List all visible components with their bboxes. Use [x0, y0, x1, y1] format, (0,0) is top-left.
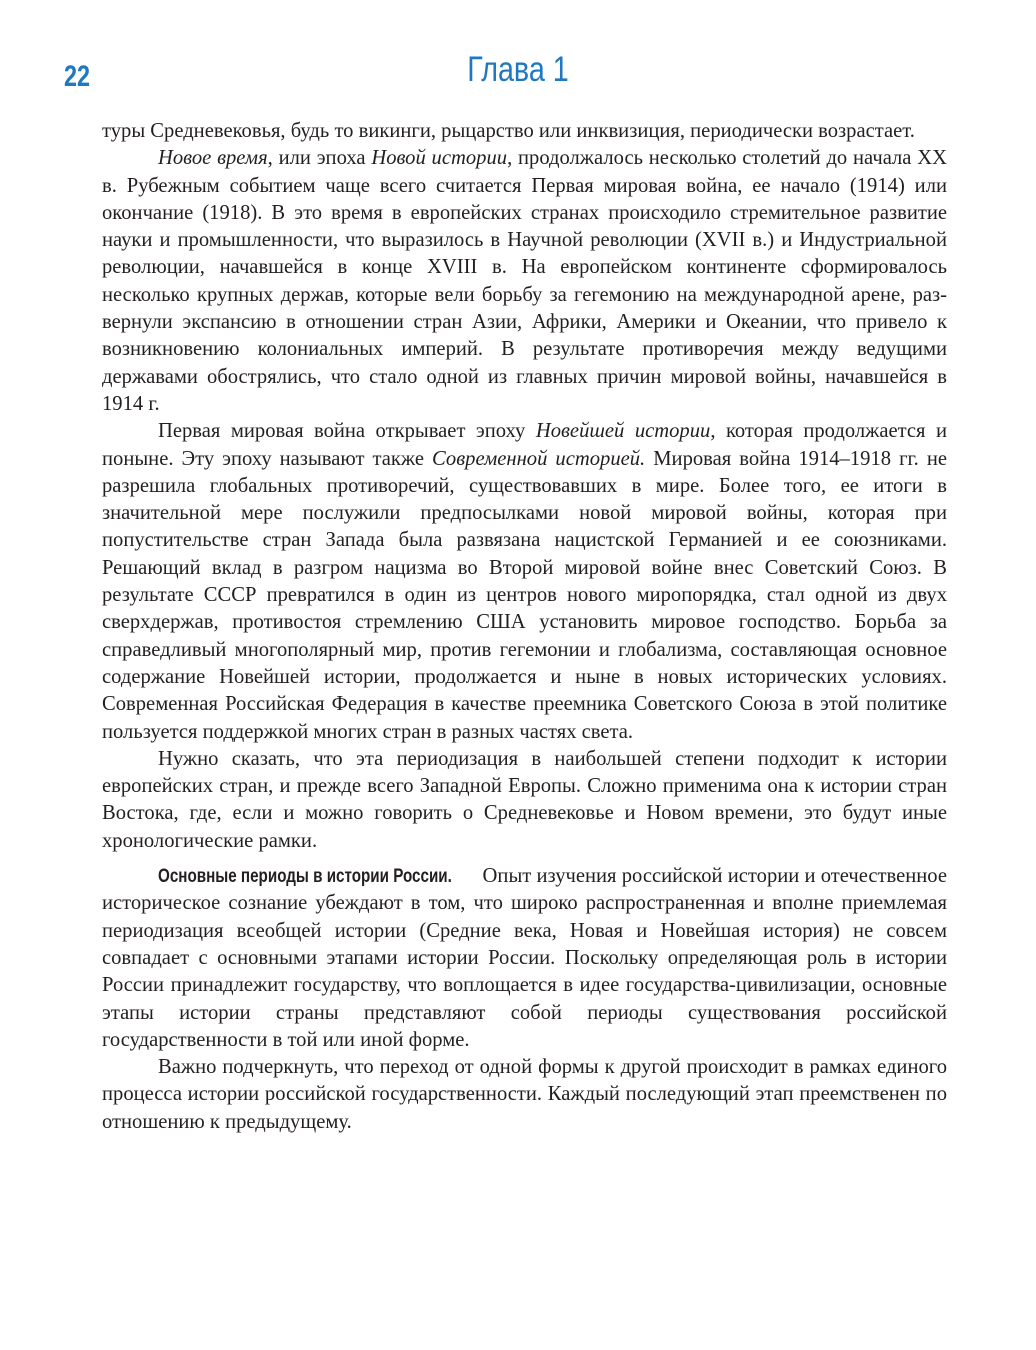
paragraph-text: , которая продолжается и поныне. Эту эпоху называют также — [102, 420, 947, 470]
term-contemporary-history: Современной историей. — [432, 447, 646, 470]
term-new-time: Новое время — [158, 147, 268, 170]
term-new-history: Новой истории — [371, 147, 508, 170]
paragraph-continuity: Важно подчеркнуть, что переход от одной формы к другой происходит в рамках единого процесса истории российской государственности. Каждый последующий этап преемственен по отношению к предыдущему. — [102, 1056, 947, 1133]
paragraph-text: , или эпоха — [267, 147, 372, 170]
page-number: 22 — [64, 60, 91, 93]
chapter-title: Глава 1 — [467, 50, 569, 89]
paragraph-text: Мировая война 1914–1918 гг. не разрешила глобальных противоречий, существовавших в мире. Более того, ее итоги в значительной мере послужили предпосылками новой мировой войны, которая при попустительстве стран Запада была развязана нацистской Германией и ее союзниками. Решающий вклад в разгром нацизма во Второй мировой войне внес Советский Союз. В результате СССР превратился в один из центров нового миропорядка, стал одной из двух сверхдержав, противостоя стремлению США установить мировое господство. Борьба за справедливый многополярный мир, против гегемонии и глобализма, составляющая основное содержание Новейшей истории, продолжается и ныне в новых исторических условиях. Современная Российская Федерация в качестве преемника Советского Союза в этой политике пользуется поддержкой многих стран в разных частях света. — [102, 447, 947, 743]
paragraph-text: Опыт изучения российской истории и отечественное историческое сознание убеждают в том, что широко распространенная и вполне приемлемая периодизация всеобщей истории (Средние века, Новая и Новейшая история) не совсем совпадает с основными этапами истории России. Поскольку определяющая роль в истории России принадлежит государству, что воплощается в идее государства-цивилизации, основные этапы истории страны представляют собой периоды существования российской государственности в той или иной форме. — [102, 865, 947, 1051]
term-newest-history: Новейшей истории — [535, 420, 711, 443]
paragraph-continuation: туры Средневековья, будь то викинги, рыцарство или инквизиция, периодически возрастает. — [102, 120, 915, 142]
paragraph-newest-history — [102, 418, 947, 746]
paragraph-text: , продолжалось несколько столетий до начала XX в. Рубежным событием чаще всего считается Первая мировая война, ее начало (1914) или окончание (1918). В это время в европейских странах происходило стремительное развитие науки и промышленности, что выразилось в Научной революции (XVII в.) и Индустриальной революции, начавшейся в конце XVIII в. На европейском континенте сформировалось несколько крупных держав, которые вели борьбу за гегемонию на международной арене, развернули экспансию в отношении стран Азии, Африки, Америки и Океании, что привело к возникновению колониальных империй. В результате противоречия между ведущими державами обострялись, что стало одной из главных причин мировой войны, начавшейся в 1914 г. — [102, 147, 947, 415]
text-body — [102, 118, 947, 1136]
section-heading: Основные периоды в истории России. — [158, 866, 452, 888]
paragraph-periodization: Нужно сказать, что эта периодизация в наибольшей степени подходит к истории европейских стран, и прежде всего Западной Европы. Сложно применима она к истории стран Востока, где, если и можно говорить о Средневековье и Новом времени, это будут иные хронологические рамки. — [102, 747, 947, 852]
paragraph-text: Первая мировая война открывает эпоху — [158, 420, 536, 443]
paragraph-new-history — [102, 145, 947, 418]
paragraph-russia-periods — [102, 863, 947, 1054]
